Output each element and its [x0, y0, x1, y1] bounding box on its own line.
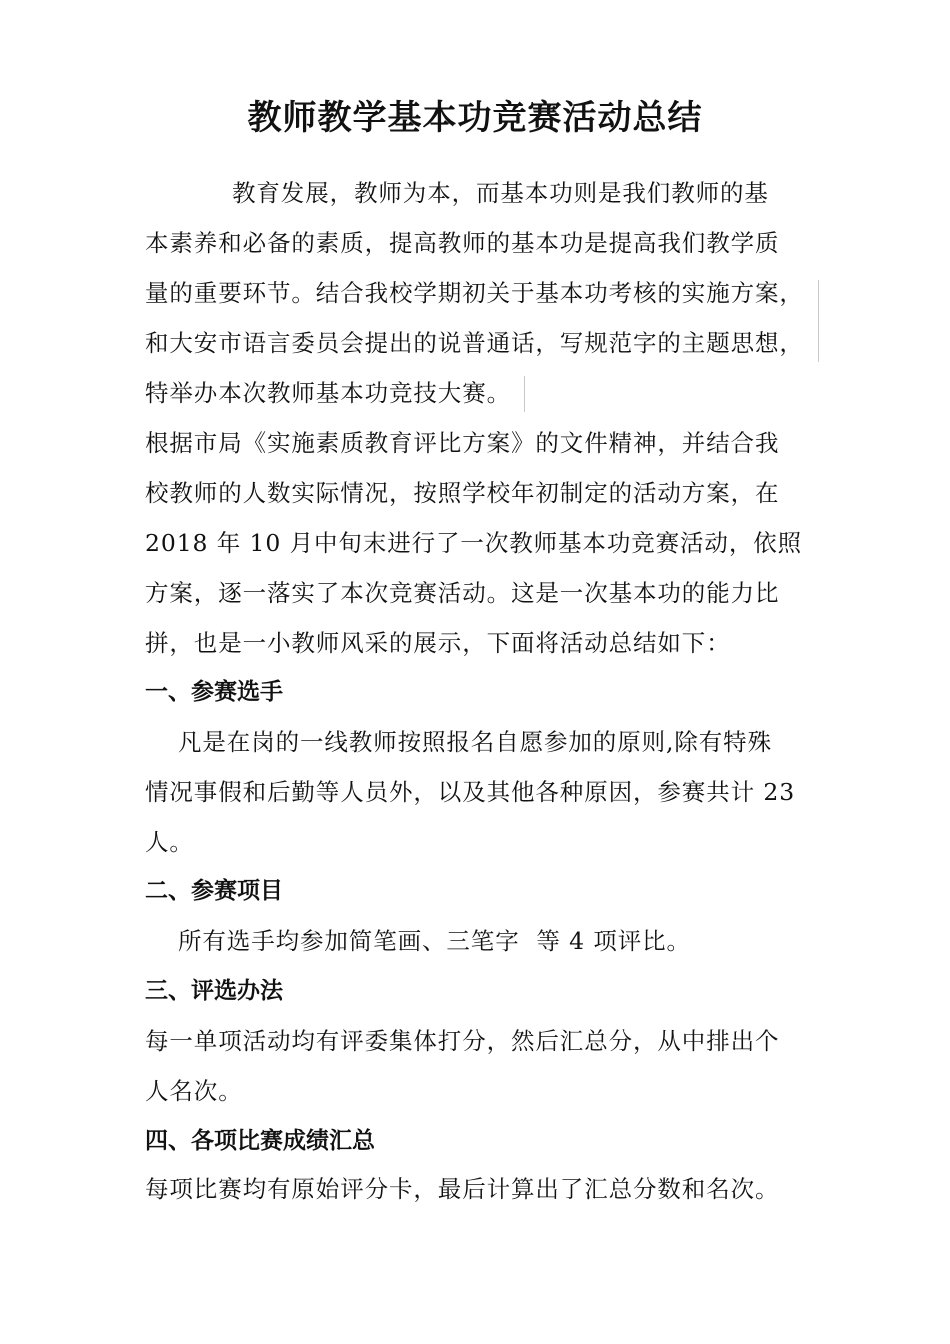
section-3-heading: 三、评选办法 — [145, 978, 283, 1004]
section-2-heading: 二、参赛项目 — [145, 878, 283, 904]
intro-line-3: 量的重要环节。结合我校学期初关于基本功考核的实施方案， — [145, 279, 804, 307]
intro-line-5: 特举办本次教师基本功竞技大赛。 — [145, 379, 511, 407]
section-1-line-1: 凡是在岗的一线教师按照报名自愿参加的原则,除有特殊 — [178, 728, 772, 756]
intro-line-2: 本素养和必备的素质，提高教师的基本功是提高我们教学质 — [145, 229, 780, 257]
section-1-line-3: 人。 — [145, 828, 194, 856]
document-title: 教师教学基本功竞赛活动总结 — [247, 98, 703, 138]
para2-line-4: 方案，逐一落实了本次竞赛活动。这是一次基本功的能力比 — [145, 579, 780, 607]
para2-line-5: 拼，也是一小教师风采的展示，下面将活动总结如下： — [145, 629, 731, 657]
text-box-edge-mark — [524, 376, 525, 412]
section-3-line-1: 每一单项活动均有评委集体打分，然后汇总分，从中排出个 — [145, 1027, 780, 1055]
section-1-heading: 一、参赛选手 — [145, 679, 283, 705]
text-box-edge-mark — [818, 280, 819, 362]
section-4-heading: 四、各项比赛成绩汇总 — [145, 1128, 375, 1154]
intro-line-1: 教育发展，教师为本，而基本功则是我们教师的基 — [232, 179, 769, 207]
section-2-line-1: 所有选手均参加简笔画、三笔字 等 4 项评比。 — [178, 927, 691, 955]
section-4-line-1: 每项比赛均有原始评分卡，最后计算出了汇总分数和名次。 — [145, 1175, 780, 1203]
section-3-line-2: 人名次。 — [145, 1077, 243, 1105]
section-1-line-2: 情况事假和后勤等人员外，以及其他各种原因，参赛共计 23 — [145, 778, 796, 806]
para2-line-2: 校教师的人数实际情况，按照学校年初制定的活动方案，在 — [145, 479, 780, 507]
para2-line-3: 2018 年 10 月中旬末进行了一次教师基本功竞赛活动，依照 — [145, 529, 803, 557]
intro-line-4: 和大安市语言委员会提出的说普通话，写规范字的主题思想， — [145, 329, 804, 357]
para2-line-1: 根据市局《实施素质教育评比方案》的文件精神，并结合我 — [145, 429, 780, 457]
